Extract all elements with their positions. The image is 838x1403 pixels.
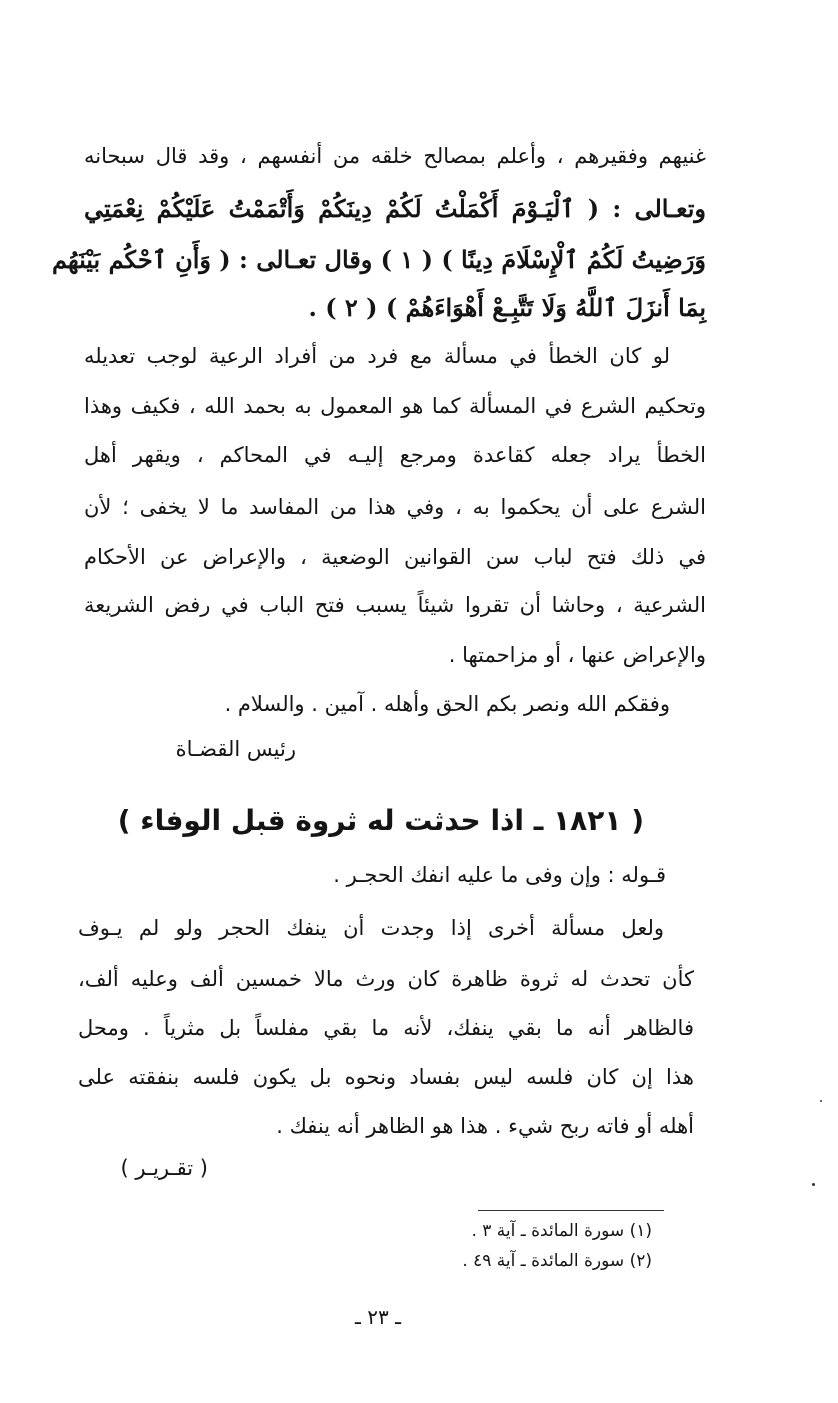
body-line-5: لو كان الخطأ في مسألة مع فرد من أفراد الرعية لوجب تعديله xyxy=(84,344,670,368)
section-heading: ( ١٨٢١ ـ اذا حدثت له ثروة قبل الوفاء ) xyxy=(117,804,644,837)
para2-line-2: كأن تحدث له ثروة ظاهرة كان ورث مالا خمسين ألف وعليه ألف، xyxy=(78,967,694,991)
body-line-1: غنيهم وفقيرهم ، وأعلم بمصالح خلقه من أنفسهم ، وقد قال سبحانه xyxy=(84,144,706,168)
body-line-9: في ذلك فتح لباب سن القوانين الوضعية ، والإعراض عن الأحكام xyxy=(84,545,706,569)
footnote-1: (١) سورة المائدة ـ آية ٣ . xyxy=(471,1221,652,1241)
body-line-10: الشرعية ، وحاشا أن تقروا شيئاً يسبب فتح الباب في رفض الشريعة xyxy=(84,593,706,617)
para2-line-5: أهله أو فاته ربح شيء . هذا هو الظاهر أنه ينفك . xyxy=(276,1114,694,1138)
body-line-7: الخطأ يراد جعله كقاعدة ومرجع إليـه في المحاكم ، ويقهر أهل xyxy=(84,443,706,467)
body-line-8: الشرع على أن يحكموا به ، وفي هذا من المفاسد ما لا يخفى ؛ لأن xyxy=(84,495,706,519)
para2-line-4: هذا إن كان فلسه ليس بفساد ونحوه بل يكون فلسه بنفقته على xyxy=(78,1065,694,1089)
taqrir-label: ( تقـريـر ) xyxy=(120,1156,208,1180)
para2-line-3: فالظاهر أنه ما بقي ينفك، لأنه ما بقي مفلساً بل مثرياً . ومحل xyxy=(78,1016,694,1040)
scan-speck xyxy=(812,1183,815,1186)
page-number: ـ ٢٣ ـ xyxy=(355,1305,401,1329)
footnote-2: (٢) سورة المائدة ـ آية ٤٩ . xyxy=(462,1251,652,1271)
footnote-rule xyxy=(478,1210,664,1211)
body-line-11: والإعراض عنها ، أو مزاحمتها . xyxy=(448,643,706,667)
scan-speck xyxy=(820,1100,822,1102)
signature: رئيس القضـاة xyxy=(175,737,296,761)
closing-line: وفقكم الله ونصر بكم الحق وأهله . آمين . والسلام . xyxy=(224,692,670,716)
para2-line-1: ولعل مسألة أخرى إذا وجدت أن ينفك الحجر ولو لم يـوف xyxy=(78,916,664,940)
body-line-4-quran: بِمَا أَنزَلَ ٱللَّهُ وَلَا تَتَّبِـعْ أَهْوَاءَهُمْ ) ( ٢ ) . xyxy=(308,293,706,322)
body-line-2-quran: وتعـالى : ( ٱلْيَـوْمَ أَكْمَلْتُ لَكُمْ دِينَكُمْ وَأَتْمَمْتُ عَلَيْكُمْ نِعْمَتِي xyxy=(84,194,706,223)
body-line-6: وتحكيم الشرع في المسألة كما هو المعمول به بحمد الله ، فكيف وهذا xyxy=(84,394,706,418)
quote-line: قـوله : وإن وفى ما عليه انفك الحجـر . xyxy=(333,863,666,887)
body-line-3-quran: وَرَضِيتُ لَكُمُ ٱلْإِسْلَامَ دِينًا ) ( ١ ) وقال تعـالى : ( وَأَنِ ٱحْكُم بَيْنَهُم xyxy=(52,245,706,274)
